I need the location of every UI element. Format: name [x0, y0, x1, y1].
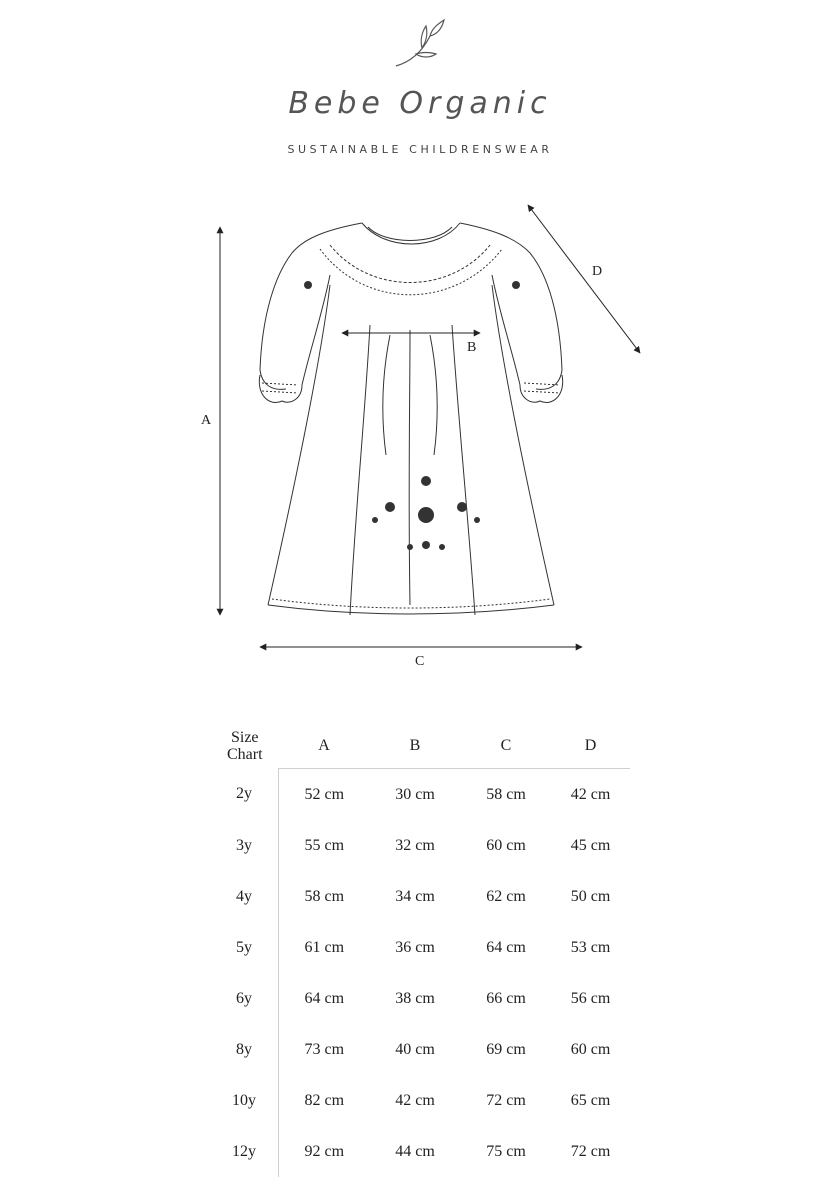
measurement-cell: 42 cm: [395, 1091, 435, 1109]
measurement-cell: 60 cm: [486, 836, 526, 854]
size-label: 3y: [210, 820, 279, 871]
table-row: [210, 1075, 630, 1126]
measurement-cell: 42 cm: [570, 785, 611, 803]
measurement-cell: 45 cm: [570, 836, 611, 854]
table-row: [210, 1024, 630, 1075]
measurement-cell: 55 cm: [304, 836, 345, 854]
size-chart-header-row: [210, 724, 630, 769]
measurement-cell: 40 cm: [395, 1040, 435, 1058]
column-header-a: A: [279, 724, 370, 769]
dimension-label-c: C: [415, 654, 425, 669]
size-label: 2y: [210, 769, 279, 821]
size-label: 10y: [210, 1075, 279, 1126]
measurement-cell: 82 cm: [304, 1091, 345, 1109]
table-row: [210, 871, 630, 922]
measurement-cell: 56 cm: [570, 989, 611, 1007]
table-row: [210, 922, 630, 973]
measurement-cell: 66 cm: [486, 989, 526, 1007]
table-row: [210, 769, 630, 821]
measurement-cell: 50 cm: [570, 887, 611, 905]
corner-label-line-1: Size: [230, 729, 259, 747]
measurement-cell: 64 cm: [304, 989, 345, 1007]
measurement-cell: 64 cm: [486, 938, 526, 956]
dress-measurement-diagram: [190, 185, 660, 655]
size-chart-body: [210, 769, 630, 1178]
measurement-cell: 34 cm: [395, 887, 435, 905]
measurement-cell: 92 cm: [304, 1142, 345, 1160]
size-label: 5y: [210, 922, 279, 973]
dimension-label-a: A: [201, 413, 212, 428]
measurement-cell: 73 cm: [304, 1040, 345, 1058]
column-header-b: B: [370, 724, 461, 769]
dimension-label-d: D: [592, 264, 603, 279]
size-label: 4y: [210, 871, 279, 922]
table-row: [210, 820, 630, 871]
brand-tagline: SUSTAINABLE CHILDRENSWEAR: [287, 143, 553, 156]
size-chart-table: [210, 724, 630, 1177]
size-label: 6y: [210, 973, 279, 1024]
measurement-cell: 44 cm: [395, 1142, 435, 1160]
measurement-cell: 65 cm: [570, 1091, 611, 1109]
measurement-cell: 69 cm: [486, 1040, 526, 1058]
dimension-label-b: B: [467, 340, 477, 355]
measurement-cell: 52 cm: [304, 785, 345, 803]
measurement-cell: 72 cm: [570, 1142, 611, 1160]
measurement-cell: 58 cm: [304, 887, 345, 905]
measurement-cell: 75 cm: [486, 1142, 526, 1160]
corner-label-line-2: Chart: [226, 746, 263, 764]
table-row: [210, 973, 630, 1024]
measurement-cell: 38 cm: [395, 989, 435, 1007]
measurement-cell: 61 cm: [304, 938, 345, 956]
measurement-cell: 30 cm: [395, 785, 435, 803]
measurement-cell: 58 cm: [486, 785, 526, 803]
measurement-cell: 72 cm: [486, 1091, 526, 1109]
measurement-cell: 62 cm: [486, 887, 526, 905]
measurement-cell: 32 cm: [395, 836, 435, 854]
column-header-d: D: [552, 724, 630, 769]
table-row: [210, 1126, 630, 1177]
size-chart-corner-label: [210, 724, 279, 769]
measurement-cell: 36 cm: [395, 938, 435, 956]
size-label: 12y: [210, 1126, 279, 1177]
column-header-c: C: [461, 724, 552, 769]
brand-name: Bebe Organic: [288, 86, 552, 121]
leaf-logo-icon: [392, 18, 448, 70]
measurement-cell: 60 cm: [570, 1040, 611, 1058]
size-label: 8y: [210, 1024, 279, 1075]
measurement-cell: 53 cm: [570, 938, 611, 956]
